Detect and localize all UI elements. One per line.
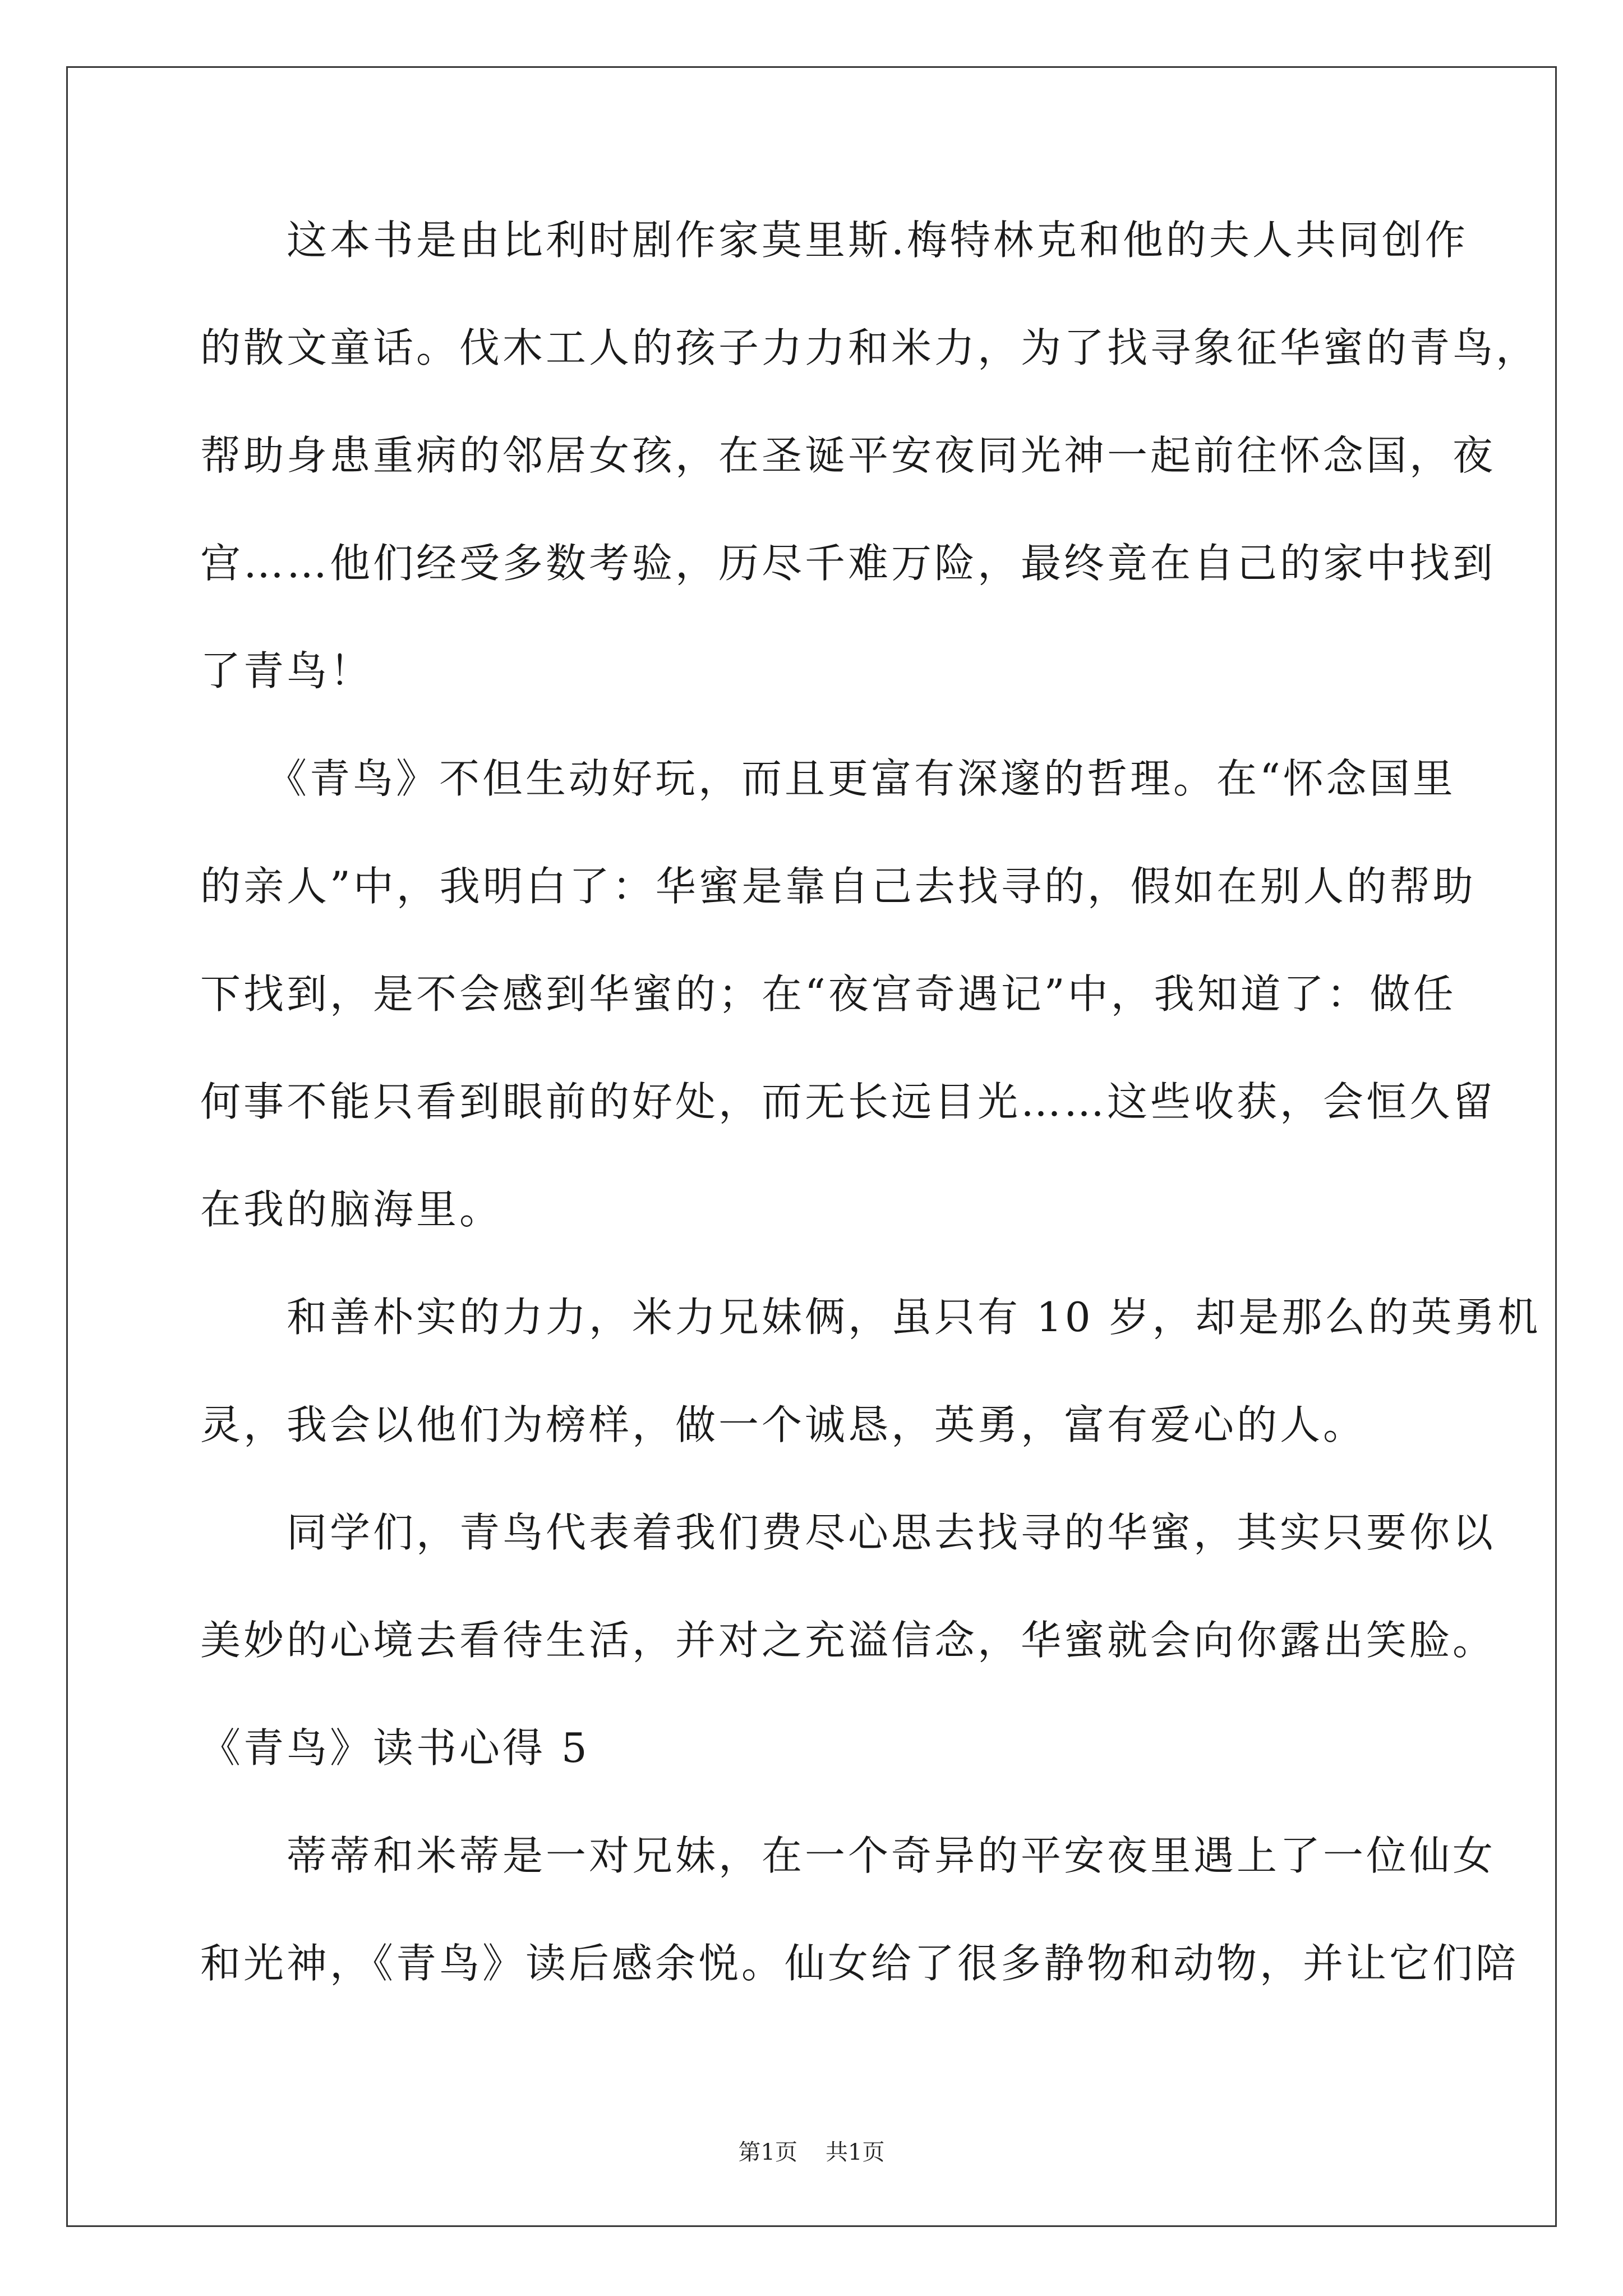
text-line: 美妙的心境去看待生活，并对之充溢信念，华蜜就会向你露出笑脸。	[200, 1617, 1496, 1664]
text-line: 何事不能只看到眼前的好处，而无长远目光……这些收获，会恒久留	[200, 1078, 1496, 1125]
text-line: 灵，我会以他们为榜样，做一个诚恳，英勇，富有爱心的人。	[200, 1401, 1367, 1448]
text-line: 宫……他们经受多数考验，历尽千难万险，最终竟在自己的家中找到	[200, 540, 1496, 587]
text-line: 同学们，青鸟代表着我们费尽心思去找寻的华蜜，其实只要你以	[200, 1509, 1496, 1556]
text-line: 和善朴实的力力，米力兄妹俩，虽只有 10 岁，却是那么的英勇机	[200, 1294, 1541, 1341]
text-line: 了青鸟！	[200, 647, 374, 694]
text-line: 在我的脑海里。	[200, 1186, 503, 1233]
page-footer	[0, 2134, 1623, 2166]
text-line: 的亲人”中，我明白了：华蜜是靠自己去找寻的，假如在别人的帮助	[200, 863, 1476, 910]
page-number: 第1页	[738, 2139, 797, 2165]
text-line: 的散文童话。伐木工人的孩子力力和米力，为了找寻象征华蜜的青鸟，	[200, 324, 1539, 371]
text-line: 和光神，《青鸟》读后感余悦。仙女给了很多静物和动物，并让它们陪	[200, 1940, 1519, 1987]
text-line: 这本书是由比利时剧作家莫里斯.梅特林克和他的夫人共同创作	[200, 217, 1468, 264]
text-line: 帮助身患重病的邻居女孩，在圣诞平安夜同光神一起前往怀念国，夜	[200, 432, 1496, 479]
page-total: 共1页	[826, 2139, 885, 2165]
text-line: 蒂蒂和米蒂是一对兄妹，在一个奇异的平安夜里遇上了一位仙女	[200, 1832, 1496, 1879]
section-heading: 《青鸟》读书心得 5	[200, 1724, 590, 1772]
text-line: 《青鸟》不但生动好玩，而且更富有深邃的哲理。在“怀念国里	[200, 755, 1456, 802]
text-line: 下找到，是不会感到华蜜的；在“夜宫奇遇记”中，我知道了：做任	[200, 970, 1456, 1018]
document-body	[200, 213, 1541, 2044]
